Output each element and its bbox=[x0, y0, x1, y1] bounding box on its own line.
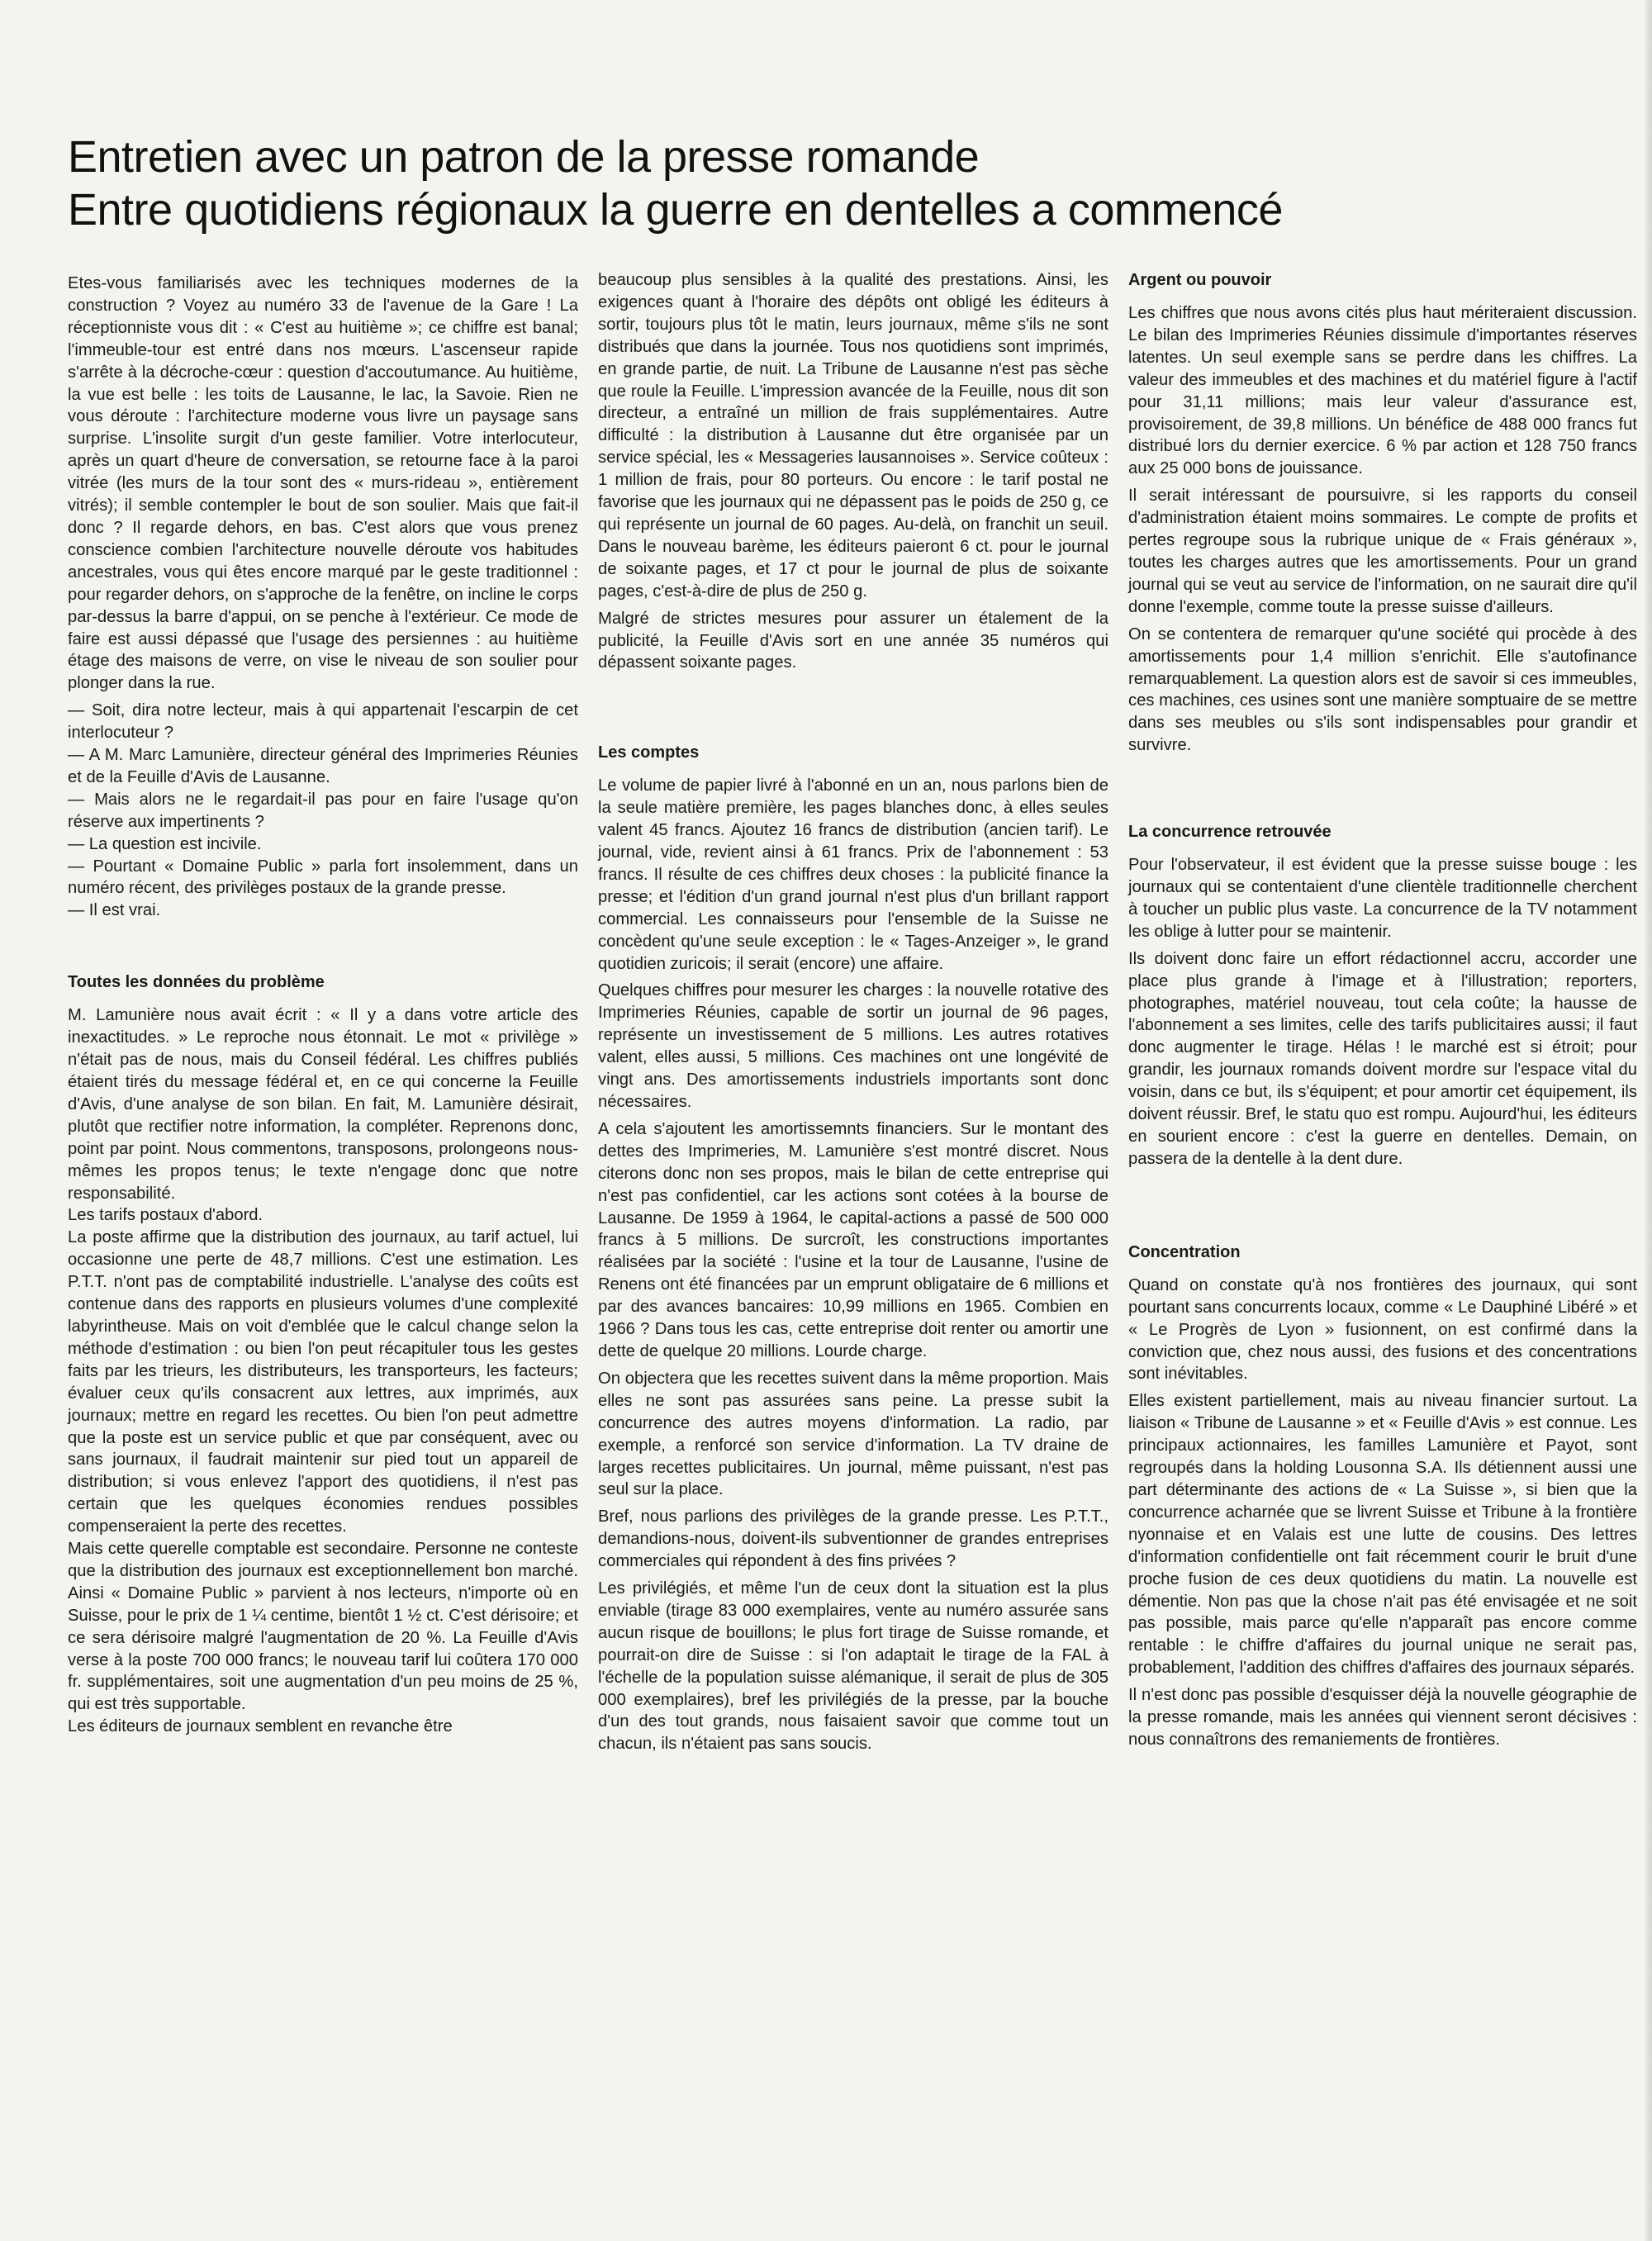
paragraph: Malgré de strictes mesures pour assurer un étalement de la publicité, la Feuille d'Avis sort en une année 35 numéros qui dépassent soixante pages. bbox=[598, 609, 1108, 672]
headline bbox=[68, 131, 1604, 236]
section-heading: Argent ou pouvoir bbox=[1128, 271, 1272, 289]
paragraph: Pour l'observateur, il est évident que la presse suisse bouge : les journaux qui se contentaient d'une clientèle traditionnelle cherchent à toucher un public plus vaste. La concurrence de la TV notamment les oblige à lutter pour se maintenir. bbox=[1128, 856, 1637, 941]
paragraph: Etes-vous familiarisés avec les techniques modernes de la construction ? Voyez au numéro 33 de l'avenue de la Gare ! La réceptionniste vous dit : « C'est au huitième »; ce chiffre est banal; l'immeuble-tour est entré dans nos mœurs. L'ascenseur rapide s'arrête à la décroche-cœur : question d'accoutumance. Au huitième, la vue est belle : les toits de Lausanne, le lac, la Savoie. Rien ne vous déroute : l'architecture moderne vous livre un paysage sans surprise. L'insolite surgit d'un geste familier. Votre interlocuteur, après un quart d'heure de conversation, se retourne face à la paroi vitrée (les murs de la tour sont des « murs-rideau », entièrement vitrés); il semble contempler le bout de son soulier. Mais que fait-il donc ? Il regarde dehors, en bas. C'est alors que vous prenez conscience combien l'architecture nouvelle déroute vos habitudes ancestrales, vous qui êtes encore marqué par le geste traditionnel : pour regarder dehors, on s'approche de la fenêtre, on incline le corps par-dessus la barre d'appui, on se penche à l'extérieur. Ce mode de faire est aussi dépassé que l'usage des persiennes : au huitième étage des maisons de verre, on vise le niveau de son soulier pour plonger dans la rue. bbox=[68, 274, 578, 693]
paragraph: Il serait intéressant de poursuivre, si les rapports du conseil d'administration étaient moins sommaires. Le compte de profits et pertes regroupe sous la rubrique unique de « Frais généraux », toutes les charges autres que les amortissements. Pour un grand journal qui se veut au service de l'information, on ne saurait dire qu'il donne l'exemple, comme toute la presse suisse d'ailleurs. bbox=[1128, 487, 1637, 616]
paragraph: A cela s'ajoutent les amortissemnts financiers. Sur le montant des dettes des Imprimeries, M. Lamunière s'est montré discret. Nous citerons donc non ses propos, mais le bilan de cette entreprise qui n'est pas confidentiel, car les actions sont cotées à la bourse de Lausanne. De 1959 à 1964, le capital-actions a passé de 500 000 francs à 5 millions. De surcroît, les constructions importantes réalisées par la société : l'usine et la tour de Lausanne, l'usine de Renens ont été financées par un emprunt obligataire de 6 millions et par des avances bancaires: 10,99 millions en 1965. Combien en 1966 ? Dans tous les cas, cette entreprise doit renter ou amortir une dette de quelque 20 millions. Lourde charge. bbox=[598, 1119, 1108, 1360]
page-edge bbox=[1645, 0, 1652, 2241]
paragraph: Quelques chiffres pour mesurer les charges : la nouvelle rotative des Imprimeries Réunies, capable de sortir un journal de 96 pages, représente un investissement de 5 millions. Les autres rotatives valent, elles aussi, 5 millions. Ces machines ont une longévité de vingt ans. Des amortissements industriels importants sont donc nécessaires. bbox=[598, 981, 1108, 1111]
section-heading: Concentration bbox=[1128, 1242, 1241, 1261]
dialogue-line: — Soit, dira notre lecteur, mais à qui appartenait l'escarpin de cet interlocuteur ? bbox=[68, 701, 578, 743]
paragraph: Les privilégiés, et même l'un de ceux dont la situation est la plus enviable (tirage 83 000 exemplaires, vente au numéro assurée sans aucun risque de bouillons; le plus fort tirage de Suisse romande, et pourrait-on dire de Suisse : si l'on adaptait le tirage de la FAL à l'échelle de la population suisse alémanique, il serait de plus de 305 000 exemplaires), bref les privilégiés de la presse, par la bouche d'un des tout grands, nous faisaient savoir que comme tout un chacun, ils n'étaient pas sans soucis. bbox=[598, 1579, 1108, 1754]
paragraph: Il n'est donc pas possible d'esquisser déjà la nouvelle géographie de la presse romande, mais les années qui viennent seront décisives : nous connaîtrons des remaniements de frontières. bbox=[1128, 1686, 1637, 1749]
paragraph: Ils doivent donc faire un effort rédactionnel accru, accorder une place plus grande à l'image et à l'illustration; reporters, photographes, matériel nouveau, tout cela coûte; la hausse de l'abonnement a ses limites, celle des tarifs publicitaires aussi; il faut donc augmenter le tirage. Hélas ! le marché est si étroit; pour grandir, les journaux romands doivent mordre sur l'espace vital du voisin, dans ce but, ils s'équipent; et pour amortir cet équipement, ils doivent réussir. Bref, le statu quo est rompu. Aujourd'hui, les éditeurs en sourient encore : c'est la guerre en dentelles. Demain, on passera de la dentelle à la dent dure. bbox=[1128, 949, 1637, 1168]
dialogue-line: — Il est vrai. bbox=[68, 901, 161, 920]
column-1 bbox=[68, 273, 578, 1738]
section-heading: Toutes les données du problème bbox=[68, 973, 325, 992]
paragraph: Elles existent partiellement, mais au niveau financier surtout. La liaison « Tribune de Lausanne » et « Feuille d'Avis » est connue. Les principaux actionnaires, les familles Lamunière et Payot, sont regroupés dans la holding Lousonna S.A. Ils détiennent aussi une part déterminante des actions de « La Suisse », si bien que la concurrence acharnée que se livrent Suisse et Tribune à la frontière nyonnaise et en Valais est une lutte de cousins. Des lettres d'information confidentielle ont fait récemment courir le bruit d'une proche fusion de ces deux quotidiens du matin. La nouvelle est démentie. Non pas que la chose n'ait pas été envisagée et ne soit pas possible, mais parce qu'elle n'apparaît pas encore comme rentable : le chiffre d'affaires du journal unique ne serait pas, probablement, l'addition des chiffres d'affaires des journaux séparés. bbox=[1128, 1392, 1637, 1678]
paragraph: Quand on constate qu'à nos frontières des journaux, qui sont pourtant sans concurrents locaux, comme « Le Dauphiné Libéré » et « Le Progrès de Lyon » fusionnent, on est confirmé dans la conviction que, chez nous aussi, des fusions et des concentrations sont inévitables. bbox=[1128, 1275, 1637, 1384]
paragraph: Le volume de papier livré à l'abonné en un an, nous parlons bien de la seule matière première, les pages blanches donc, à elles seules valent 45 francs. Ajoutez 16 francs de distribution (ancien tarif). Le journal, vide, revient ainsi à 61 francs. Prix de l'abonnement : 53 francs. Il résulte de ces chiffres deux choses : la publicité finance la presse; et l'édition d'un grand journal n'est plus d'un brillant rapport commercial. Les connaisseurs pour l'ensemble de la Suisse ne concèdent qu'une seule exception : le « Tages-Anzeiger », le grand quotidien zuricois; il serait (encore) une affaire. bbox=[598, 776, 1108, 973]
headline-line-2: Entre quotidiens régionaux la guerre en dentelles a commencé bbox=[68, 185, 1283, 235]
column-3 bbox=[1128, 269, 1637, 1756]
paragraph: Bref, nous parlions des privilèges de la grande presse. Les P.T.T., demandions-nous, doivent-ils subventionner de grandes entreprises commerciales qui répondent à des fins privées ? bbox=[598, 1507, 1108, 1571]
section-heading: Les comptes bbox=[598, 743, 700, 762]
paragraph: La poste affirme que la distribution des journaux, au tarif actuel, lui occasionne une perte de 48,7 millions. C'est une estimation. Les P.T.T. n'ont pas de comptabilité industrielle. L'analyse des coûts est contenue dans des rapports en plusieurs volumes d'une complexité labyrintheuse. Mais on voit d'emblée que le calcul change selon la méthode d'estimation : ou bien l'on peut récapituler tous les gestes faits par les trieurs, les distributeurs, les transporteurs, les facteurs; évaluer ceux qu'ils consacrent aux lettres, aux imprimés, aux journaux; mettre en regard les recettes. Ou bien l'on peut admettre que la poste est un service public et que par conséquent, avec ou sans journaux, il faudrait maintenir sur pied tout un appareil de distribution; si vous enlevez l'apport des quotidiens, il n'est pas certain que les quelques économies rendues possibles compenseraient la perte des recettes. bbox=[68, 1228, 578, 1536]
dialogue-line: — La question est incivile. bbox=[68, 834, 262, 853]
paragraph: On se contentera de remarquer qu'une société qui procède à des amortissements pour 1,4 million s'enrichit. Elle s'autofinance remarquablement. La question alors est de savoir si ces immeubles, ces machines, ces usines sont une manière somptuaire de se mettre dans ses meubles ou s'ils sont indispensables pour grandir et survivre. bbox=[1128, 624, 1637, 755]
paragraph: beaucoup plus sensibles à la qualité des prestations. Ainsi, les exigences quant à l'horaire des dépôts ont obligé les éditeurs à sortir, toujours plus tôt le matin, leurs journaux, même s'ils ne sont distribués que dans la journée. Tous nos quotidiens sont imprimés, en grande partie, de nuit. La Tribune de Lausanne n'est pas sèche que roule la Feuille. L'impression avancée de la Feuille, nous dit son directeur, a entraîné un million de frais supplémentaires. Autre difficulté : la distribution à Lausanne dut être organisée par un service spécial, les « Messageries lausannoises ». Service coûteux : 1 million de frais, pour 80 porteurs. Ou encore : le tarif postal ne favorise que les journaux qui ne dépassent pas le poids de 250 g, ce qui représente un journal de 60 pages. Au-delà, on franchit un seuil. Dans le nouveau barème, les éditeurs paieront 6 ct. pour le journal de soixante pages, et 17 ct pour le journal de plus de soixante pages, c'est-à-dire de plus de 250 g. bbox=[598, 271, 1108, 601]
paragraph: Les chiffres que nous avons cités plus haut mériteraient discussion. Le bilan des Imprimeries Réunies dissimule d'importantes réserves latentes. Un seul exemple sans se perdre dans les chiffres. La valeur des immeubles et des machines et du matériel figure à l'actif pour 31,11 millions; mais leur valeur d'assurance est, provisoirement, de 39,8 millions. Un bénéfice de 488 000 francs fut distribué lors du dernier exercice. 6 % par action et 128 750 francs aux 25 000 bons de jouissance. bbox=[1128, 304, 1637, 478]
section-heading: La concurrence retrouvée bbox=[1128, 823, 1332, 842]
headline-line-1: Entretien avec un patron de la presse romande bbox=[68, 132, 980, 182]
column-2 bbox=[598, 269, 1108, 1760]
paragraph: Les éditeurs de journaux semblent en revanche être bbox=[68, 1717, 453, 1736]
dialogue-line: — Pourtant « Domaine Public » parla fort insolemment, dans un numéro récent, des privilèges postaux de la grande presse. bbox=[68, 857, 578, 898]
dialogue-line: — Mais alors ne le regardait-il pas pour en faire l'usage qu'on réserve aux impertinents ? bbox=[68, 790, 578, 831]
paragraph: Mais cette querelle comptable est secondaire. Personne ne conteste que la distribution des journaux est exceptionnellement bon marché. Ainsi « Domaine Public » parvient à nos lecteurs, n'importe où en Suisse, pour le prix de 1 ¼ centime, bientôt 1 ½ ct. C'est dérisoire; et ce sera dérisoire malgré l'augmentation de 20 %. La Feuille d'Avis verse à la poste 700 000 francs; le nouveau tarif lui coûtera 170 000 fr. supplémentaires, soit une augmentation d'un peu moins de 25 %, qui est très supportable. bbox=[68, 1540, 578, 1714]
dialogue-line: — A M. Marc Lamunière, directeur général des Imprimeries Réunies et de la Feuille d'Avis de Lausanne. bbox=[68, 746, 578, 786]
paragraph: M. Lamunière nous avait écrit : « Il y a dans votre article des inexactitudes. » Le reproche nous étonnait. Le mot « privilège » n'était pas de nous, mais du Conseil fédéral. Les chiffres publiés étaient tirés du message fédéral et, en ce qui concerne la Feuille d'Avis, d'une analyse de son bilan. En fait, M. Lamunière désirait, plutôt que rectifier notre information, la compléter. Reprenons donc, point par point. Nous commentons, transposons, prolongeons nous-mêmes les propos tenus; le texte n'engage donc que notre responsabilité. bbox=[68, 1006, 578, 1203]
paragraph: Les tarifs postaux d'abord. bbox=[68, 1206, 263, 1225]
paragraph: On objectera que les recettes suivent dans la même proportion. Mais elles ne sont pas assurées sans peine. La presse subit la concurrence des autres moyens d'information. La radio, par exemple, a renforcé son service d'information. La TV draine de larges recettes publicitaires. Un journal, même puissant, n'est pas seul sur la place. bbox=[598, 1369, 1108, 1499]
